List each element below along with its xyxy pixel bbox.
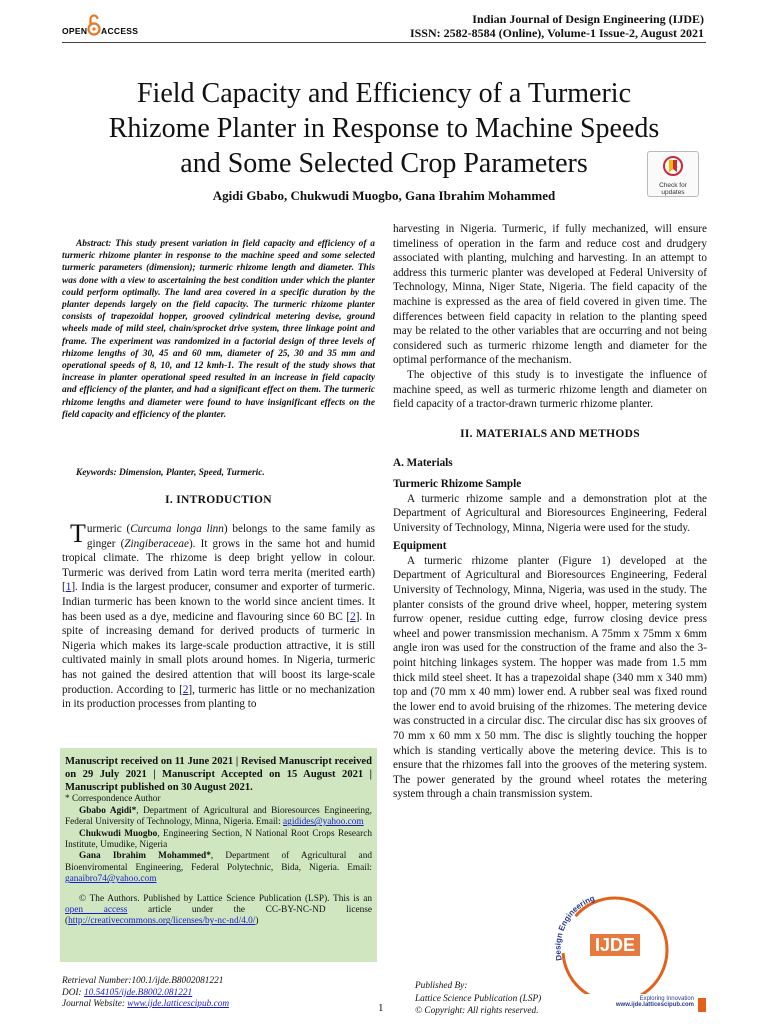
- journal-issn: ISSN: 2582-8584 (Online), Volume-1 Issue-2, August 2021: [409, 26, 704, 40]
- paragraph: A turmeric rhizome planter (Figure 1) developed at the Department of Agricultural and Bioresources Engineering, Federal University of Technology, Minna, Nigeria, was used in the study. The planter consists of the ground drive wheel, hopper, metering system furrow opener, residue cutting edge, furrow closing device press wheel and power transmission mechanism. A 75mm x 75mm x 6mm angle iron was used for the construction of the frame and also the 3-point hitching linkages system. The hopper was made from 1.5 mm thick mild steel sheet. It has a trapezoidal shape (340 mm x 340 mm) top and (70 mm x 40 mm) lower end. A rubber seal was fixed round the lower end to avoid bruising of the rhizomes. The metering device was constructed in a circular disc. The circular disc has six grooves of 70 mm x 60 mm x 50 mm. The disc is slightly touching the hopper which is standing vertically above the metering device. This is to ensure that the rhizomes fall into the grooves of the metering system. The power generated by the ground wheel rotates the metering system through a chain transmission system.: [393, 554, 707, 801]
- journal-header: [410, 12, 704, 40]
- open-word: OPEN: [62, 26, 88, 36]
- materials-methods-heading: II. MATERIALS AND METHODS: [460, 427, 640, 440]
- paragraph: The objective of this study is to investigate the influence of machine speed, as well as turmeric rhizome length and diameter on field capacity of a tractor-drawn turmeric rhizome planter.: [393, 368, 707, 411]
- keywords: Keywords: Dimension, Planter, Speed, Turmeric.: [76, 468, 265, 478]
- manuscript-dates: Manuscript received on 11 June 2021 | Revised Manuscript received on 29 July 2021 | Manuscript Accepted on 15 August 2021 | Manuscript published on 30 August 2021.: [65, 756, 372, 793]
- title-line-3: and Some Selected Crop Parameters: [180, 148, 588, 179]
- author-affiliation-2: Chukwudi Muogbo, Engineering Section, N National Root Crops Research Institute, Umudike, Nigeria: [65, 828, 373, 851]
- intro-text: ], turmeric has little or no mechanization in its production processes from planting to: [62, 683, 375, 711]
- citation-link[interactable]: 2: [350, 610, 356, 623]
- paper-title: [70, 76, 698, 181]
- open-access-logo: [62, 14, 152, 38]
- access-word: ACCESS: [101, 26, 139, 36]
- ijde-logo: [540, 890, 700, 994]
- license-url-link[interactable]: http://creativecommons.org/licenses/by-nc-nd/4.0/: [68, 916, 256, 927]
- sample-subheading: Turmeric Rhizome Sample: [393, 477, 522, 490]
- equipment-subheading: Equipment: [393, 540, 447, 553]
- website-link[interactable]: www.ijde.latticescipub.com: [127, 999, 230, 1009]
- bookmark-icon: [662, 155, 684, 177]
- paragraph: harvesting in Nigeria. Turmeric, if fully mechanized, will ensure timeliness of operation in the farm and reduce cost and drudgery associated with planting, mulching and harvesting. In an attempt to address this turmeric planter was developed at Federal University of Technology, Minna, Niger State, Nigeria. The field capacity of the machine is expressed as the area of field covered in given time. The differences between field capacity in relation to the planting speed may be related to the other variables that are occurring and not being considered such as turmeric rhizome length and diameter for the optimal performance of the mechanism.: [393, 223, 707, 367]
- family-name: Zingiberaceae: [124, 537, 189, 550]
- open-access-lock-icon: [89, 16, 100, 35]
- paragraph: A turmeric rhizome sample and a demonstration plot at the Department of Agricultural and Bioresources Engineering, Federal University of Technology, Minna, Nigeria were used for the study.: [393, 492, 707, 534]
- badge-line-2: updates: [661, 189, 685, 196]
- intro-heading: I. INTRODUCTION: [165, 494, 272, 506]
- citation-link[interactable]: 1: [65, 581, 72, 594]
- intro-body: [62, 519, 376, 712]
- author-affiliation-3: Gana Ibrahim Mohammed*, Department of Agricultural and Bioenviromental Engineering, Federal Polytechnic, Bida, Nigeria. Email: ganaibro74@yahoo.com: [65, 851, 372, 885]
- author-affiliation-1: Gbabo Agidi*, Department of Agricultural and Bioresources Engineering, Federal University of Technology, Minna, Nigeria. Email: agidides@yahoo.com: [65, 805, 372, 828]
- badge-line-1: Check for: [659, 182, 687, 189]
- website-line: Journal Website: www.ijde.latticescipub.com: [62, 999, 230, 1009]
- page-number: 1: [378, 1002, 384, 1014]
- logo-banner: [596, 996, 706, 1014]
- footer-left: [62, 976, 229, 1011]
- title-line-1: Field Capacity and Efficiency of a Turmeric: [136, 78, 632, 109]
- right-column: [393, 222, 707, 802]
- open-access-link[interactable]: open access: [65, 905, 128, 916]
- doi-link[interactable]: 10.54105/ijde.B8002.081221: [83, 987, 193, 998]
- footer-right: [415, 980, 541, 1018]
- author-email-link[interactable]: ganaibro74@yahoo.com: [65, 874, 157, 885]
- header-divider: [62, 42, 706, 43]
- author-list: Agidi Gbabo, Chukwudi Muogbo, Gana Ibrahim Mohammed: [212, 188, 556, 203]
- abstract: [62, 238, 375, 421]
- logo-ring-text: Design Engineering: [553, 893, 596, 962]
- abstract-text: : This study present variation in field capacity and efficiency of a turmeric rhizome planter in response to the machine speed and some selected turmeric parameters (dimension); turmeric rhizome length and diameter. This was done with a view to ascertaining the best condition under which the planter could perform optimally. The land area covered in a specific duration by the planter depends largely on the field capacity. The turmeric rhizome planter consists of trapezoidal hopper, grooved cylindrical metering devise, ground wheels made of mild steel, chain/sprocket drive system, three linkage point and frame. The experiment was randomized in a factorial design of three levels of rhizome lengths of 30, 45 and 60 mm, diameter of 25, 30 and 35 mm and operational speeds of 8, 10, and 12 kmh-1. The result of the study shows that increase in planter operational speed resulted in an increase in field capacity and efficiency of the planter, and had a significant effect on them. The turmeric rhizome lengths and diameter were found to have insignificant effects on the field capacity and efficiency of the planter.: [62, 239, 375, 420]
- manuscript-info-box: [60, 748, 377, 962]
- copyright-line: © Copyright: All rights reserved.: [415, 1006, 539, 1016]
- correspondence-label: * Correspondence Author: [65, 794, 161, 805]
- intro-text: ). It grows in the same hot and humid tropical climate. The rhizome is deep bright yellow in colour. Turmeric was derived from Latin word terra merita (merited earth) [: [62, 537, 375, 594]
- logo-url: www.ijde.latticescipub.com: [615, 1002, 694, 1008]
- publisher-name: Lattice Science Publication (LSP): [415, 993, 542, 1004]
- license-statement: © The Authors. Published by Lattice Science Publication (LSP). This is an open access article under the CC-BY-NC-ND license (http://creativecommons.org/licenses/by-nc-nd/4.0/): [65, 893, 372, 927]
- title-line-2: Rhizome Planter in Response to Machine Speeds: [108, 113, 660, 144]
- abstract-label: Abstract: [76, 239, 109, 249]
- retrieval-number: Retrieval Number:100.1/ijde.B8002081221: [62, 976, 224, 986]
- intro-text: ) belongs to the same family as ginger (: [86, 523, 375, 550]
- materials-subheading: A. Materials: [393, 457, 453, 470]
- logo-name: IJDE: [594, 935, 636, 955]
- intro-text: ]. In spite of increasing demand for derived products of turmeric in Nigeria which makes its large-scale production attractive, it is still cultivated mainly in small plots around homes. In Nigeria, turmeric has not gained the desired attention that will boost its large-scale production. According to [: [62, 610, 376, 696]
- intro-text: ]. India is the largest producer, consumer and exporter of turmeric. Indian turmeric has been known to the world since ancient times. It has been used as a dye, medicine and flavouring since 60 BC [: [62, 581, 375, 623]
- drop-cap: T: [70, 519, 86, 548]
- author-email-link[interactable]: agidides@yahoo.com: [283, 817, 364, 828]
- journal-name: Indian Journal of Design Engineering (IJDE): [472, 12, 704, 26]
- logo-bar-accent: [698, 998, 706, 1012]
- intro-text: urmeric (: [86, 523, 131, 535]
- logo-tagline: Exploring Innovation: [639, 996, 694, 1002]
- published-by-label: Published By:: [415, 981, 468, 991]
- doi-line: DOI: 10.54105/ijde.B8002.081221: [62, 987, 193, 998]
- scientific-name: Curcuma longa linn: [130, 523, 224, 535]
- citation-link[interactable]: 2: [182, 683, 189, 696]
